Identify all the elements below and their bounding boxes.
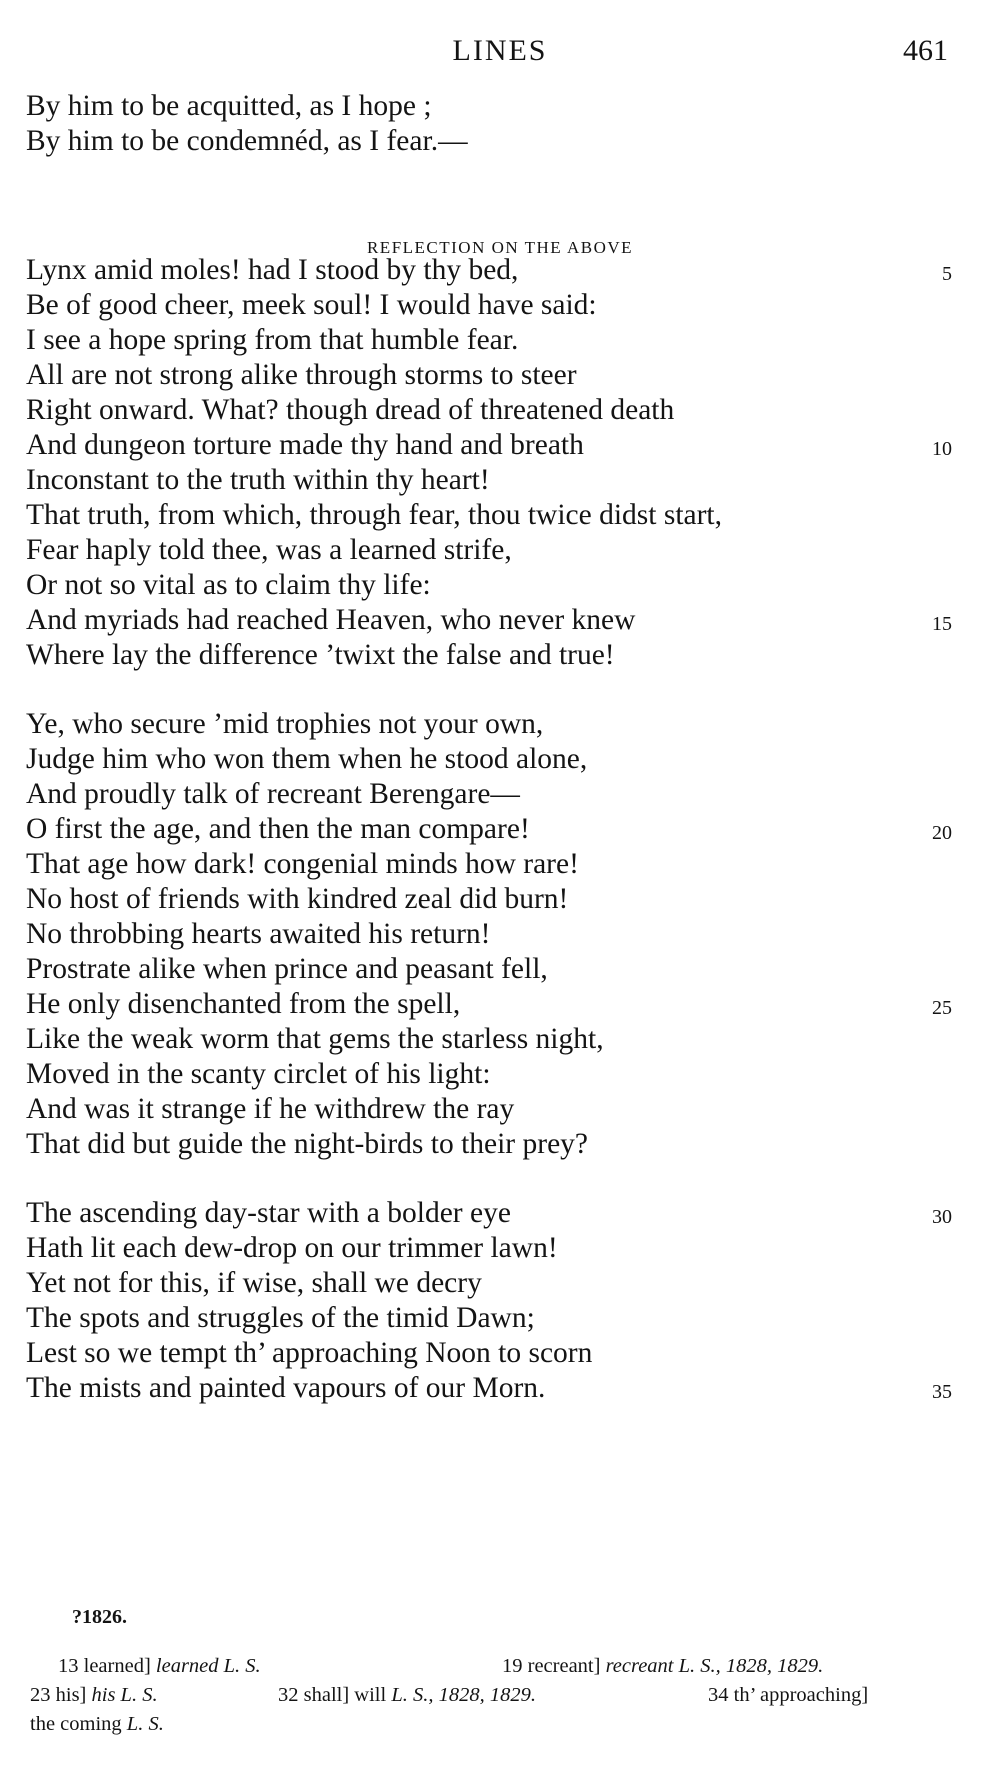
footnote-variant: learned L. S.: [155, 1655, 261, 1677]
poem-line: The mists and painted vapours of our Morn.: [26, 1372, 546, 1404]
line-number: 15: [932, 613, 952, 635]
opening-line: By him to be acquitted, as I hope ;: [26, 90, 432, 122]
poem-line: Right onward. What? though dread of threatened death: [26, 394, 675, 426]
footnote-ref: 19 recreant]: [502, 1655, 601, 1677]
footnote-variant: L. S., 1828, 1829.: [391, 1684, 536, 1706]
line-number: 10: [932, 438, 952, 460]
footnote: [278, 1685, 536, 1706]
footnote-ref: the coming: [30, 1713, 122, 1735]
poem-line: Hath lit each dew-drop on our trimmer lawn!: [26, 1232, 558, 1264]
footnote-variant: his L. S.: [91, 1684, 158, 1706]
poem-line: No host of friends with kindred zeal did burn!: [26, 883, 569, 915]
line-number: 25: [932, 997, 952, 1019]
poem-line: And proudly talk of recreant Berengare—: [26, 778, 520, 810]
poem-line: Be of good cheer, meek soul! I would have said:: [26, 289, 597, 321]
footnote: [502, 1656, 823, 1677]
poem-line: Lest so we tempt th’ approaching Noon to scorn: [26, 1337, 593, 1369]
footnote: [30, 1685, 158, 1706]
poem-line: Where lay the difference ’twixt the false and true!: [26, 639, 615, 671]
footnote-ref: 23 his]: [30, 1684, 87, 1706]
poem-line: Lynx amid moles! had I stood by thy bed,: [26, 254, 519, 286]
page-number: 461: [903, 34, 948, 67]
date-note: ?1826.: [72, 1606, 127, 1628]
section-title: REFLECTION ON THE ABOVE: [366, 238, 634, 257]
poem-line: Prostrate alike when prince and peasant fell,: [26, 953, 548, 985]
footnote: [708, 1685, 868, 1706]
running-head: [0, 34, 1000, 74]
poem-line: And dungeon torture made thy hand and breath: [26, 429, 584, 461]
poem-line: And myriads had reached Heaven, who never knew: [26, 604, 636, 636]
footnote: [30, 1714, 164, 1735]
poem-line: Ye, who secure ’mid trophies not your own,: [26, 708, 544, 740]
line-number: 30: [932, 1206, 952, 1228]
line-number: 20: [932, 822, 952, 844]
line-number: 35: [932, 1381, 952, 1403]
poem-line: That age how dark! congenial minds how rare!: [26, 848, 579, 880]
opening-line: By him to be condemnéd, as I fear.—: [26, 125, 468, 157]
poem-line: And was it strange if he withdrew the ray: [26, 1093, 515, 1125]
running-head-title: LINES: [452, 34, 548, 67]
line-number: 5: [942, 263, 952, 285]
poem-line: Moved in the scanty circlet of his light:: [26, 1058, 491, 1090]
footnote: [58, 1656, 261, 1677]
footnote-ref: 34 th’ approaching]: [708, 1684, 869, 1706]
footnote-variant: L. S.: [126, 1713, 164, 1735]
poem-line: That did but guide the night-birds to their prey?: [26, 1128, 589, 1160]
poem-line: O first the age, and then the man compare!: [26, 813, 530, 845]
poem-line: Judge him who won them when he stood alone,: [26, 743, 588, 775]
poem-line: All are not strong alike through storms to steer: [26, 359, 577, 391]
poem-line: Or not so vital as to claim thy life:: [26, 569, 431, 601]
footnote-ref: 13 learned]: [58, 1655, 151, 1677]
poem-line: Yet not for this, if wise, shall we decry: [26, 1267, 482, 1299]
poem-line: Like the weak worm that gems the starless night,: [26, 1023, 604, 1055]
poem-line: Fear haply told thee, was a learned strife,: [26, 534, 512, 566]
poem-line: He only disenchanted from the spell,: [26, 988, 461, 1020]
poem-line: I see a hope spring from that humble fear.: [26, 324, 519, 356]
poem-line: The ascending day-star with a bolder eye: [26, 1197, 511, 1229]
poem-line: That truth, from which, through fear, thou twice didst start,: [26, 499, 723, 531]
poem-line: No throbbing hearts awaited his return!: [26, 918, 491, 950]
footnote-ref: 32 shall] will: [278, 1684, 387, 1706]
footnote-variant: recreant L. S., 1828, 1829.: [605, 1655, 824, 1677]
poem-line: The spots and struggles of the timid Dawn;: [26, 1302, 535, 1334]
poem-line: Inconstant to the truth within thy heart!: [26, 464, 490, 496]
